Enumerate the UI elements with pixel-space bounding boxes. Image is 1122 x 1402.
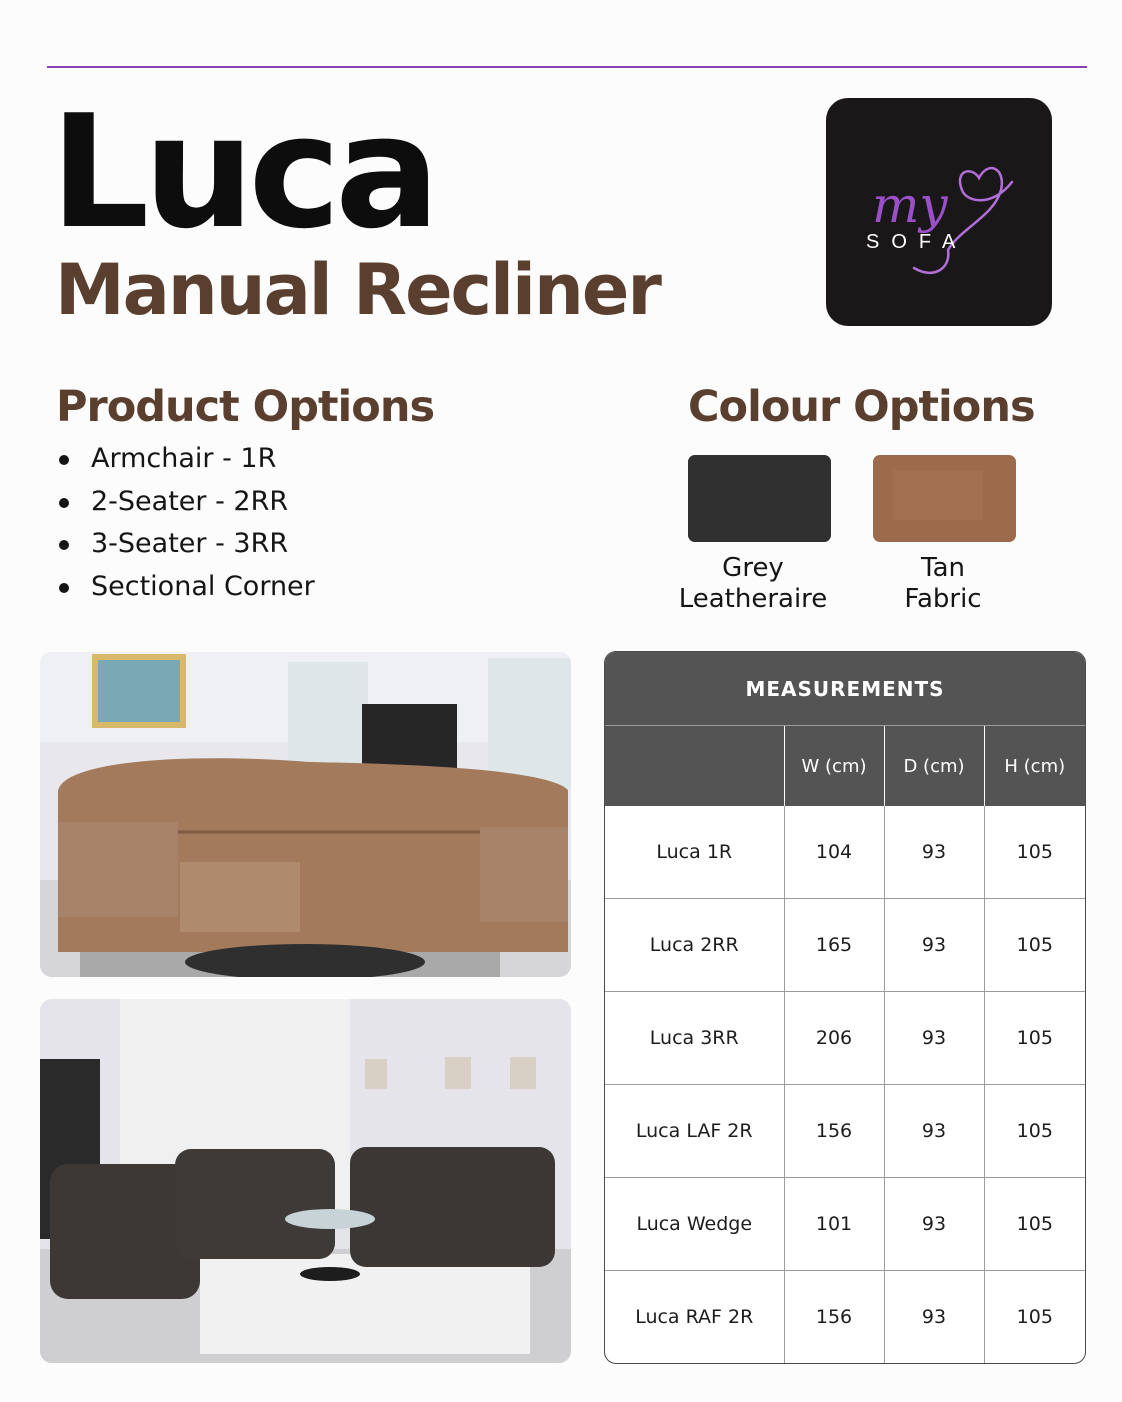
product-options-list <box>56 438 315 608</box>
product-options-heading: Product Options <box>56 382 435 432</box>
depth-cell: 93 <box>884 806 984 899</box>
width-cell: 101 <box>784 1178 884 1271</box>
height-cell: 105 <box>984 1178 1085 1271</box>
bullet-icon <box>59 540 69 550</box>
list-item: Armchair - 1R <box>56 438 315 481</box>
product-title: Luca <box>50 81 435 263</box>
tan-swatch-label: Tan Fabric <box>904 553 982 614</box>
product-subtitle: Manual Recliner <box>55 249 660 331</box>
width-cell: 156 <box>784 1271 884 1364</box>
width-cell: 104 <box>784 806 884 899</box>
model-cell: Luca LAF 2R <box>605 1085 784 1178</box>
table-row <box>605 1178 1085 1271</box>
model-cell: Luca RAF 2R <box>605 1271 784 1364</box>
height-cell: 105 <box>984 806 1085 899</box>
column-header-model <box>605 726 784 807</box>
table-row <box>605 992 1085 1085</box>
measurements-title: MEASUREMENTS <box>605 652 1085 726</box>
column-header-depth: D (cm) <box>884 726 984 807</box>
depth-cell: 93 <box>884 1178 984 1271</box>
tan-fabric-swatch <box>873 455 1016 542</box>
height-cell: 105 <box>984 899 1085 992</box>
model-cell: Luca Wedge <box>605 1178 784 1271</box>
list-item: 3-Seater - 3RR <box>56 523 315 566</box>
bullet-icon <box>59 583 69 593</box>
my-sofa-logo <box>826 98 1052 326</box>
bullet-icon <box>59 455 69 465</box>
top-divider-line <box>47 66 1087 68</box>
logo-heart-icon <box>826 98 1052 326</box>
list-item: Sectional Corner <box>56 566 315 609</box>
depth-cell: 93 <box>884 992 984 1085</box>
model-cell: Luca 1R <box>656 841 733 863</box>
depth-cell: 93 <box>884 1271 984 1364</box>
table-row <box>605 899 1085 992</box>
table-row <box>605 1085 1085 1178</box>
width-cell: 156 <box>784 1085 884 1178</box>
measurements-table <box>604 651 1086 1364</box>
width-cell: 165 <box>784 899 884 992</box>
model-cell: Luca 3RR <box>605 992 784 1085</box>
column-header-width: W (cm) <box>784 726 884 807</box>
height-cell: 105 <box>984 1085 1085 1178</box>
table-row <box>605 1271 1085 1364</box>
column-header-height: H (cm) <box>984 726 1085 807</box>
bullet-icon <box>59 498 69 508</box>
colour-options-heading: Colour Options <box>688 382 1035 432</box>
width-cell: 206 <box>784 992 884 1085</box>
logo-word-text: SOFA <box>866 231 968 253</box>
model-cell: Luca 2RR <box>605 899 784 992</box>
grey-leatheraire-swatch <box>688 455 831 542</box>
list-item: 2-Seater - 2RR <box>56 481 315 524</box>
height-cell: 105 <box>984 992 1085 1085</box>
grey-swatch-label: Grey Leatheraire <box>678 553 828 614</box>
depth-cell: 93 <box>884 1085 984 1178</box>
depth-cell: 93 <box>884 899 984 992</box>
logo-script-text: my <box>872 176 948 234</box>
dark-grey-recliner-set-photo <box>40 999 571 1363</box>
tan-corner-sectional-sofa-photo <box>40 652 571 977</box>
table-row <box>605 806 1085 899</box>
height-cell: 105 <box>984 1271 1085 1364</box>
